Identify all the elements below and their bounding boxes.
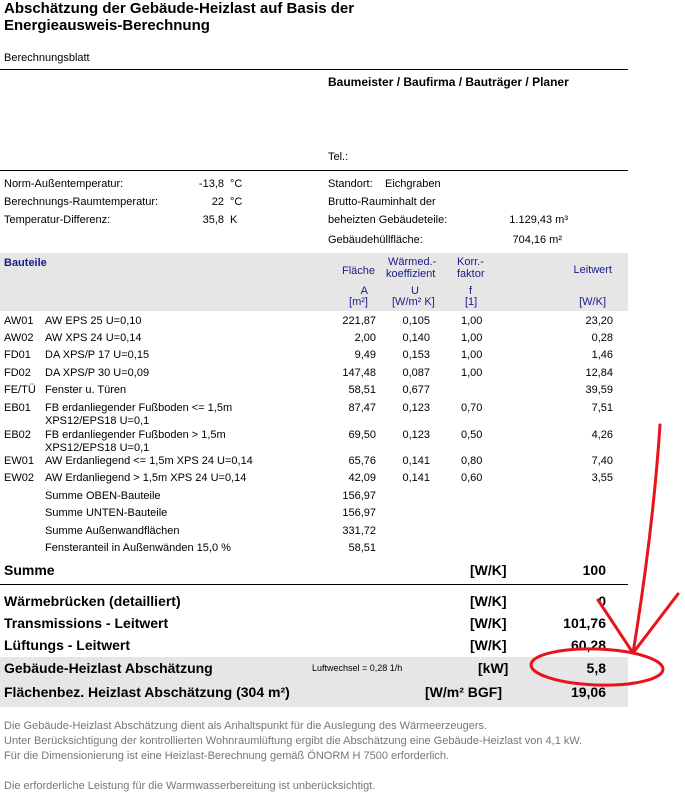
result-unit: [W/K] xyxy=(470,593,507,609)
huelle-value: 704,16 m² xyxy=(512,234,562,246)
param-value: 22 xyxy=(211,196,224,208)
header-flaeche-sym: A xyxy=(360,285,368,297)
row-leitwert: 12,84 xyxy=(585,367,613,379)
luftwechsel-note: Luftwechsel = 0,28 1/h xyxy=(312,663,403,673)
row-desc: FB erdanliegender Fußboden > 1,5m xyxy=(45,429,226,441)
row-f: 0,60 xyxy=(461,472,483,484)
param-unit: K xyxy=(230,214,238,226)
note-line: Die erforderliche Leistung für die Warmwasserbereitung ist unberücksichtigt. xyxy=(4,780,376,792)
sum-label: Fensteranteil in Außenwänden 15,0 % xyxy=(45,542,231,554)
header-korr-unit: [1] xyxy=(465,296,478,308)
header-leitwert: Leitwert xyxy=(573,264,612,276)
result-value: 60,28 xyxy=(570,637,606,653)
row-u: 0,123 xyxy=(402,402,430,414)
row-desc: AW Erdanliegend > 1,5m XPS 24 U=0,14 xyxy=(45,472,247,484)
huelle-label: Gebäudehüllfläche: xyxy=(328,234,423,246)
row-code: AW02 xyxy=(4,332,34,344)
standort-value: Eichgraben xyxy=(385,178,441,190)
row-desc: DA XPS/P 17 U=0,15 xyxy=(45,349,150,361)
result-value: 101,76 xyxy=(563,615,606,631)
row-desc: AW EPS 25 U=0,10 xyxy=(45,315,142,327)
row-f: 1,00 xyxy=(461,367,483,379)
row-leitwert: 7,51 xyxy=(591,402,613,414)
row-code: EB01 xyxy=(4,402,31,414)
sum-label: Summe UNTEN-Bauteile xyxy=(45,507,168,519)
note-line: Für die Dimensionierung ist eine Heizlast-Berechnung gemäß ÖNORM H 7500 erforderlich. xyxy=(4,750,450,762)
row-area: 2,00 xyxy=(354,332,376,344)
header-korr-1: Korr.- xyxy=(457,256,484,268)
row-area: 147,48 xyxy=(342,367,376,379)
row-u: 0,141 xyxy=(402,455,430,467)
result-label: Flächenbez. Heizlast Abschätzung (304 m²) xyxy=(4,684,290,700)
sum-value: 156,97 xyxy=(342,490,376,502)
header-bauteile: Bauteile xyxy=(4,257,47,269)
row-code: FE/TÜ xyxy=(4,384,36,396)
row-leitwert: 3,55 xyxy=(591,472,613,484)
sum-value: 58,51 xyxy=(348,542,376,554)
header-korr-2: faktor xyxy=(457,268,485,280)
result-value: 100 xyxy=(582,562,606,578)
row-u: 0,087 xyxy=(402,367,430,379)
tel-label: Tel.: xyxy=(328,151,349,163)
result-label: Transmissions - Leitwert xyxy=(4,615,169,631)
standort-label: Standort: xyxy=(328,178,373,190)
row-area: 65,76 xyxy=(348,455,376,467)
header-flaeche-unit: [m²] xyxy=(349,296,368,308)
row-leitwert: 4,26 xyxy=(591,429,613,441)
header-waerme-1: Wärmed.- xyxy=(388,256,437,268)
row-leitwert: 7,40 xyxy=(591,455,613,467)
header-waerme-sym: U xyxy=(411,285,419,297)
page-title: Abschätzung der Gebäude-Heizlast auf Basis der xyxy=(4,0,355,17)
header-waerme-2: koeffizient xyxy=(386,268,436,280)
row-desc: Fenster u. Türen xyxy=(45,384,127,396)
brutto-label: Brutto-Rauminhalt der xyxy=(328,196,436,208)
page-title-line2: Energieausweis-Berechnung xyxy=(4,17,210,34)
row-desc-2: XPS12/EPS18 U=0,1 xyxy=(45,415,150,427)
param-unit: °C xyxy=(230,196,243,208)
row-area: 221,87 xyxy=(342,315,376,327)
header-waerme-unit: [W/m² K] xyxy=(392,296,435,308)
row-desc: FB erdanliegender Fußboden <= 1,5m xyxy=(45,402,233,414)
sum-value: 156,97 xyxy=(342,507,376,519)
row-code: FD02 xyxy=(4,367,31,379)
sum-value: 331,72 xyxy=(342,525,376,537)
result-unit: [W/m² BGF] xyxy=(425,684,502,700)
result-unit: [W/K] xyxy=(470,562,507,578)
row-f: 1,00 xyxy=(461,315,483,327)
sheet-label: Berechnungsblatt xyxy=(4,52,90,64)
row-leitwert: 0,28 xyxy=(591,332,613,344)
result-unit: [W/K] xyxy=(470,615,507,631)
result-unit: [kW] xyxy=(478,660,509,676)
annotation-ellipse-icon xyxy=(530,647,663,688)
result-value: 19,06 xyxy=(570,684,606,700)
row-area: 42,09 xyxy=(348,472,376,484)
param-label: Temperatur-Differenz: xyxy=(4,214,111,226)
row-desc: DA XPS/P 30 U=0,09 xyxy=(45,367,150,379)
row-area: 87,47 xyxy=(348,402,376,414)
result-label: Wärmebrücken (detailliert) xyxy=(4,593,181,609)
row-leitwert: 1,46 xyxy=(591,349,613,361)
row-area: 9,49 xyxy=(354,349,376,361)
beheizt-value: 1.129,43 m³ xyxy=(509,214,568,226)
planner-heading: Baumeister / Baufirma / Bauträger / Planer xyxy=(328,75,569,89)
row-area: 58,51 xyxy=(348,384,376,396)
header-flaeche: Fläche xyxy=(341,265,375,277)
row-area: 69,50 xyxy=(348,429,376,441)
param-label: Berechnungs-Raumtemperatur: xyxy=(4,196,159,208)
param-unit: °C xyxy=(230,178,243,190)
row-f: 1,00 xyxy=(461,332,483,344)
row-u: 0,153 xyxy=(402,349,430,361)
param-value: 35,8 xyxy=(202,214,224,226)
note-line: Unter Berücksichtigung der kontrollierten Wohnraumlüftung ergibt die Abschätzung eine Gebäude-Heizlast von 4,1 kW. xyxy=(4,735,583,747)
annotation-arrow-icon xyxy=(598,425,678,653)
result-label: Summe xyxy=(4,562,55,578)
row-desc-2: XPS12/EPS18 U=0,1 xyxy=(45,442,150,454)
sum-label: Summe Außenwandflächen xyxy=(45,525,180,537)
sum-label: Summe OBEN-Bauteile xyxy=(45,490,161,502)
row-leitwert: 39,59 xyxy=(585,384,613,396)
row-desc: AW Erdanliegend <= 1,5m XPS 24 U=0,14 xyxy=(45,455,253,467)
row-desc: AW XPS 24 U=0,14 xyxy=(45,332,142,344)
row-u: 0,105 xyxy=(402,315,430,327)
row-code: EW02 xyxy=(4,472,34,484)
param-value: -13,8 xyxy=(198,178,224,190)
note-line: Die Gebäude-Heizlast Abschätzung dient als Anhaltspunkt für die Auslegung des Wärmeerzeugers. xyxy=(4,720,488,732)
result-unit: [W/K] xyxy=(470,637,507,653)
result-label: Gebäude-Heizlast Abschätzung xyxy=(4,660,213,676)
row-code: EB02 xyxy=(4,429,31,441)
row-code: FD01 xyxy=(4,349,31,361)
row-f: 0,50 xyxy=(461,429,483,441)
row-f: 0,80 xyxy=(461,455,483,467)
heizlast-value: 5,8 xyxy=(586,660,606,676)
beheizt-label: beheizten Gebäudeteile: xyxy=(328,214,448,226)
row-leitwert: 23,20 xyxy=(585,315,613,327)
row-u: 0,140 xyxy=(402,332,430,344)
row-f: 1,00 xyxy=(461,349,483,361)
row-code: AW01 xyxy=(4,315,34,327)
param-label: Norm-Außentemperatur: xyxy=(4,178,124,190)
header-korr-sym: f xyxy=(469,285,473,297)
row-u: 0,141 xyxy=(402,472,430,484)
header-leitwert-unit: [W/K] xyxy=(579,296,606,308)
row-f: 0,70 xyxy=(461,402,483,414)
row-u: 0,677 xyxy=(402,384,430,396)
result-label: Lüftungs - Leitwert xyxy=(4,637,130,653)
row-code: EW01 xyxy=(4,455,34,467)
result-value: 0 xyxy=(598,593,606,609)
row-u: 0,123 xyxy=(402,429,430,441)
